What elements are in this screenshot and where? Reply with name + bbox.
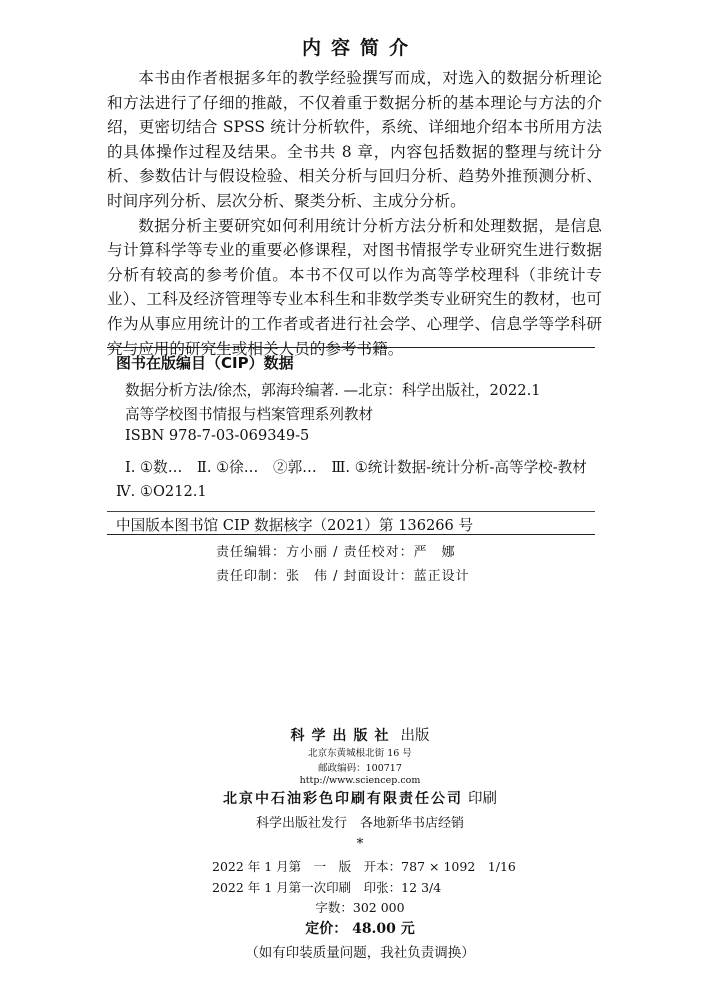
edition-info: 2022 年 1 月第 一 版 开本：787 × 1092 1/16 <box>212 859 516 874</box>
publisher-line <box>0 724 720 745</box>
cip-bibliographic-line: 数据分析方法/徐杰，郭海玲编著. —北京：科学出版社，2022.1 <box>125 382 541 399</box>
summary-paragraph-2: 数据分析主要研究如何利用统计分析方法分析和处理数据，是信息与计算科学等专业的重要必修课程，对图书情报学专业研究生进行数据分析有较高的参考价值。本书不仅可以作为高等学校理科（非统计专业）、工科及经济管理等专业本科生和非数学类专业研究生的教材，也可作为从事应用统计的工作者或者进行社会学、心理学、信息学等学科研究与应用的研究生或相关人员的参考书籍。 <box>107 216 602 358</box>
publisher-address: 北京东黄城根北街 16 号 <box>308 748 412 759</box>
cip-heading: 图书在版编目（CIP）数据 <box>116 354 294 372</box>
cip-bottom-rule <box>107 534 595 535</box>
cip-top-rule <box>107 347 595 348</box>
printing-info: 2022 年 1 月第一次印刷 印张：12 3/4 <box>212 880 442 895</box>
production-credits: 责任印制：张 伟 / 封面设计：蓝正设计 <box>216 569 470 584</box>
price-line <box>0 918 720 938</box>
price-label: 定价： <box>305 921 348 937</box>
cip-middle-rule <box>107 511 595 512</box>
distribution-line: 科学出版社发行 各地新华书店经销 <box>255 816 464 831</box>
cip-isbn-line: ISBN 978-7-03-069349-5 <box>125 427 310 444</box>
separator-star: * <box>356 836 364 852</box>
page-title: 内容简介 <box>301 37 418 59</box>
cip-classification: Ⅰ. ①数… Ⅱ. ①徐… ②郭… Ⅲ. ①统计数据-统计分析-高等学校-教材 Ⅳ. ①O212.1 <box>116 459 602 500</box>
publisher-tag: 出版 <box>400 728 430 744</box>
printer-name: 北京中石油彩色印刷有限责任公司 <box>222 791 463 807</box>
publisher-postcode: 邮政编码：100717 <box>318 763 402 774</box>
printer-tag: 印刷 <box>468 791 498 807</box>
publisher-url: http://www.sciencep.com <box>299 775 421 786</box>
quality-notice: （如有印装质量问题，我社负责调换） <box>245 945 475 961</box>
content-summary <box>107 66 602 361</box>
word-count: 字数：302 000 <box>315 900 405 915</box>
printer-line <box>0 787 720 808</box>
price-value: 48.00 元 <box>352 921 415 937</box>
cip-record-number: 中国版本图书馆 CIP 数据核字（2021）第 136266 号 <box>116 517 474 534</box>
summary-paragraph-1: 本书由作者根据多年的教学经验撰写而成，对选入的数据分析理论和方法进行了仔细的推敲，不仅着重于数据分析的基本理论与方法的介绍，更密切结合 SPSS 统计分析软件，系统、详细地介绍本书所用方法的具体操作过程及结果。全书共 8 章，内容包括数据的整理与统计分析、参数估计与假设检验、相关分析与回归分析、趋势外推预测分析、时间序列分析、层次分析、聚类分析、主成分分析。 <box>107 69 602 210</box>
cip-series-line: 高等学校图书情报与档案管理系列教材 <box>125 406 374 423</box>
editor-credits: 责任编辑：方小丽 / 责任校对：严 娜 <box>216 545 456 560</box>
publisher-name: 科学出版社 <box>290 728 396 744</box>
